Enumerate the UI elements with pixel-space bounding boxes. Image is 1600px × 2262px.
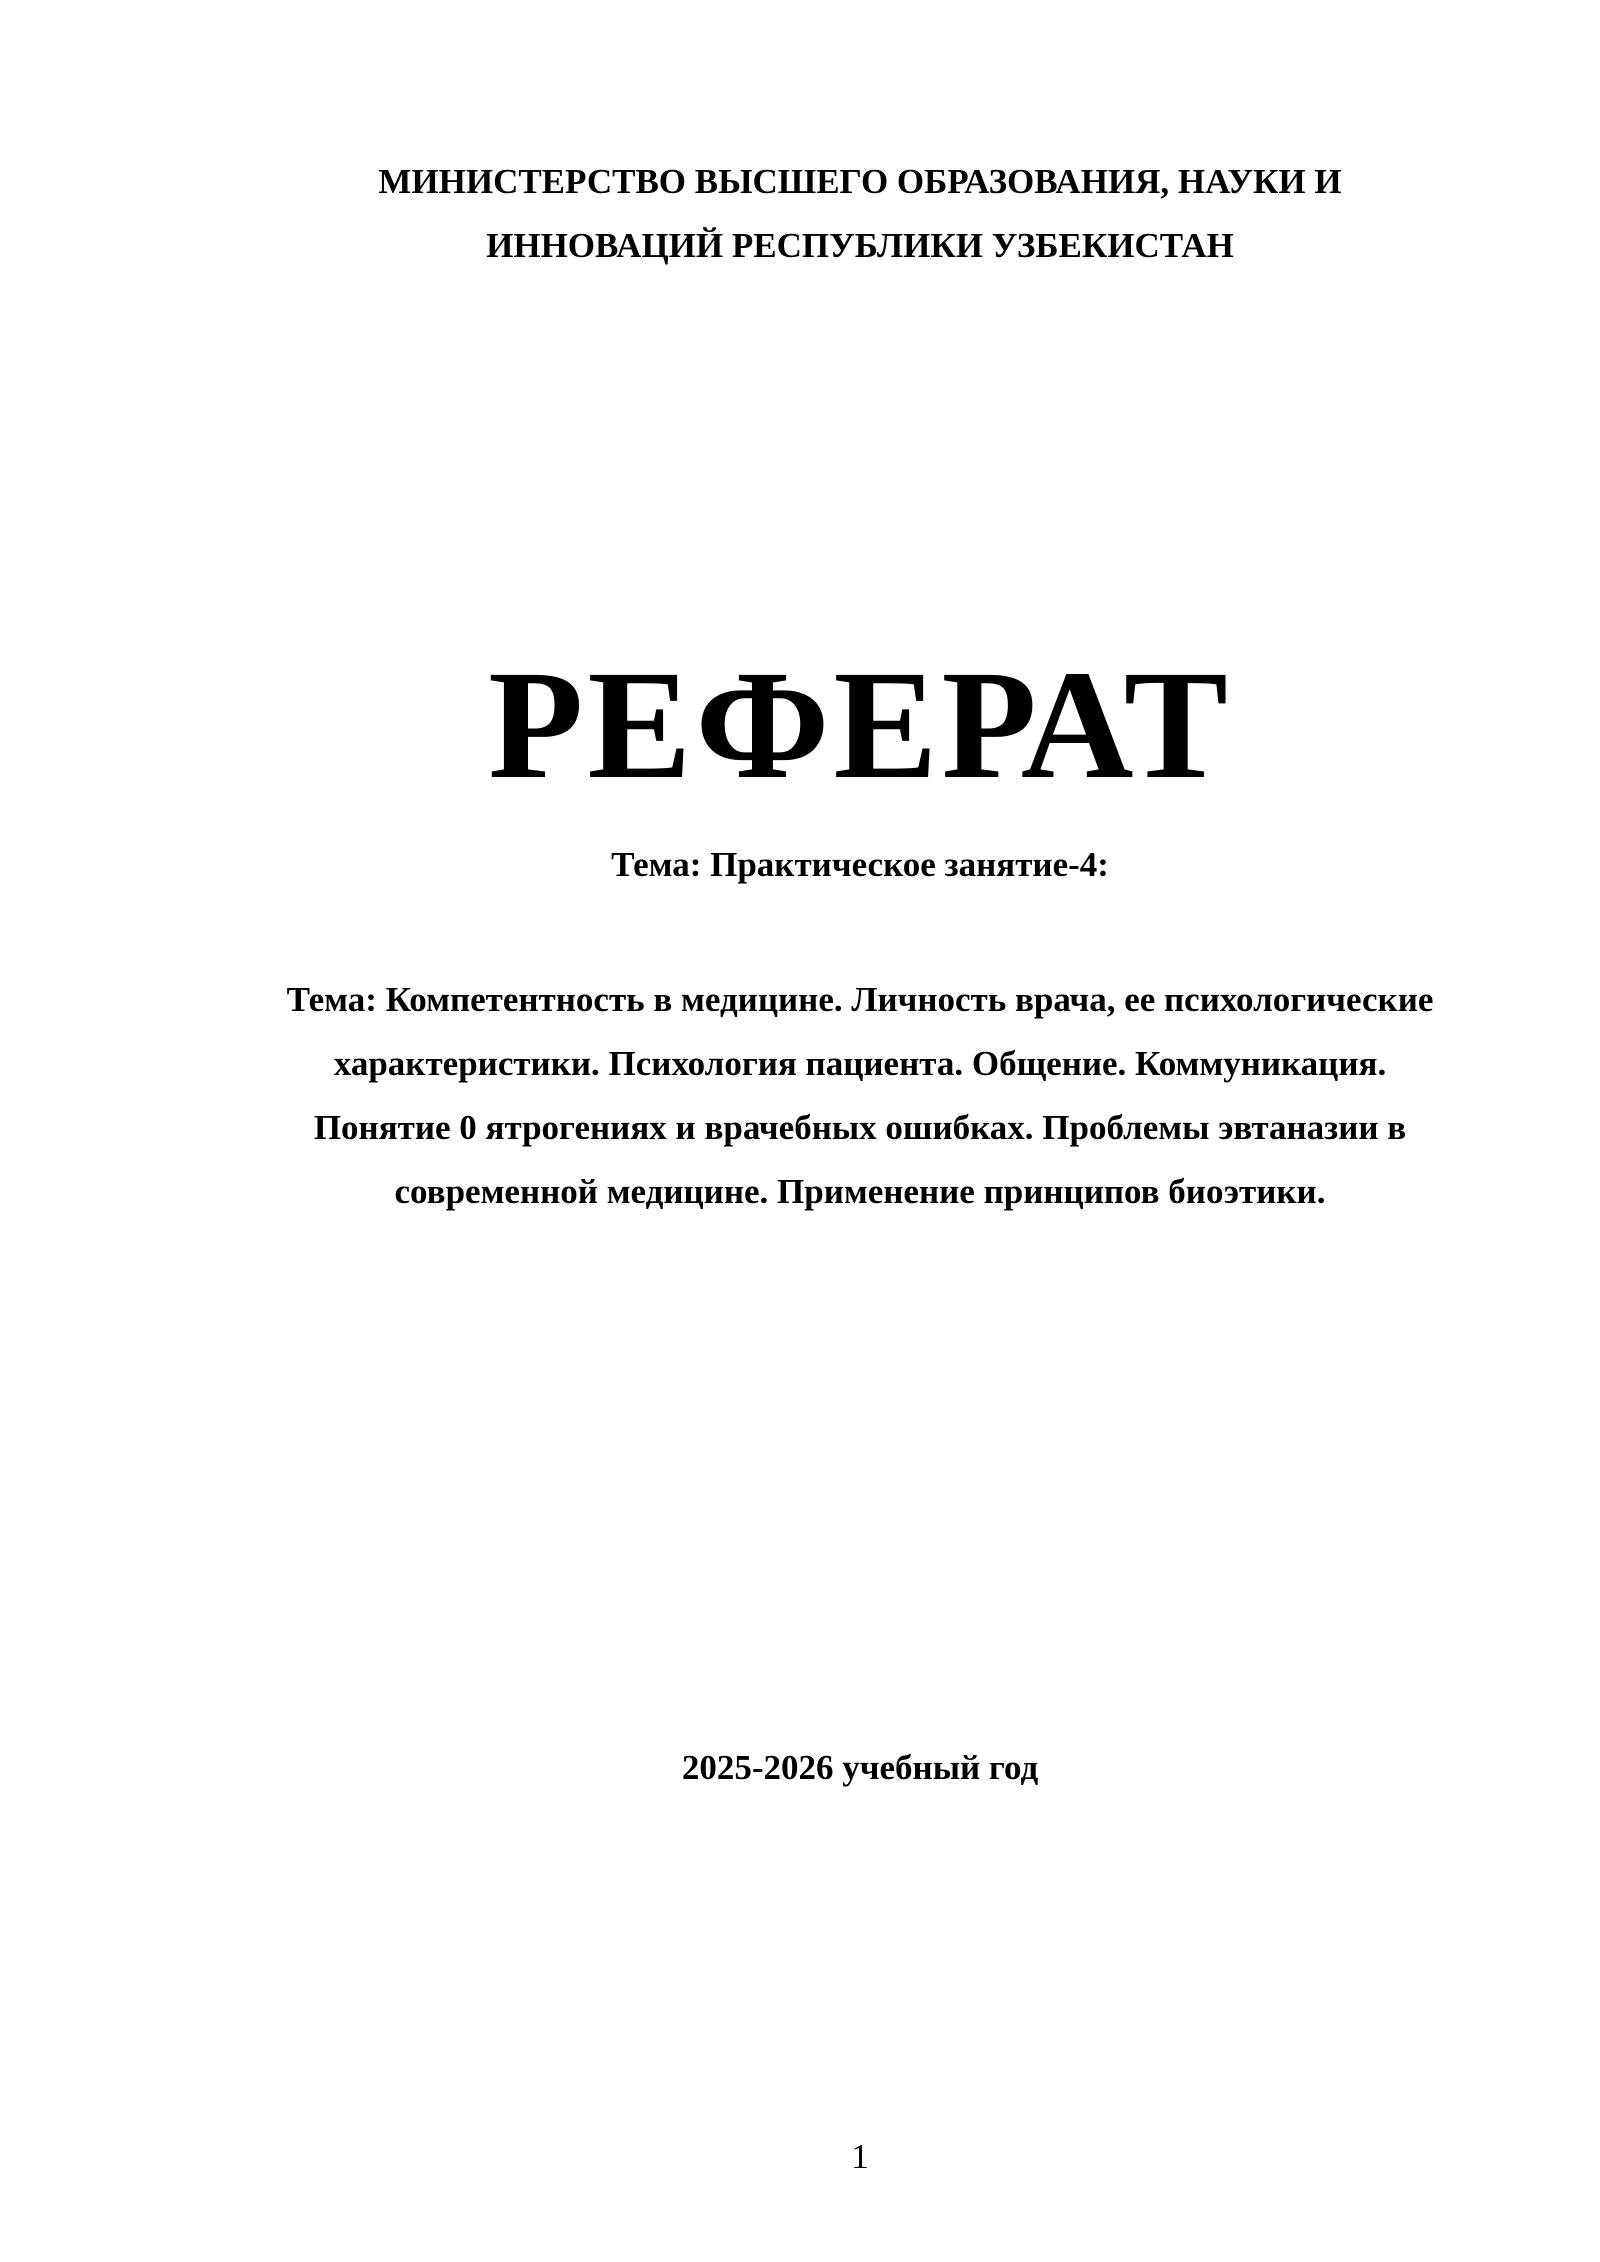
topic-line: современной медицине. Применение принципов биоэтики.	[394, 1172, 1326, 1211]
topic-block	[0, 968, 1600, 1224]
academic-year: 2025-2026 учебный год	[681, 1748, 1039, 1787]
ministry-header	[0, 150, 1600, 278]
ministry-line: ИННОВАЦИЙ РЕСПУБЛИКИ УЗБЕКИСТАН	[486, 226, 1234, 265]
page-number: 1	[851, 2137, 869, 2176]
document-title: РЕФЕРАТ	[488, 638, 1232, 811]
ministry-line: МИНИСТЕРСТВО ВЫСШЕГО ОБРАЗОВАНИЯ, НАУКИ И	[378, 162, 1342, 201]
topic-line: Тема: Компетентность в медицине. Личность врача, ее психологические	[286, 980, 1434, 1019]
topic-line: характеристики. Психология пациента. Общение. Коммуникация.	[333, 1044, 1387, 1083]
topic-line: Понятие 0 ятрогениях и врачебных ошибках. Проблемы эвтаназии в	[313, 1108, 1407, 1147]
document-subtitle: Тема: Практическое занятие-4:	[611, 845, 1109, 884]
